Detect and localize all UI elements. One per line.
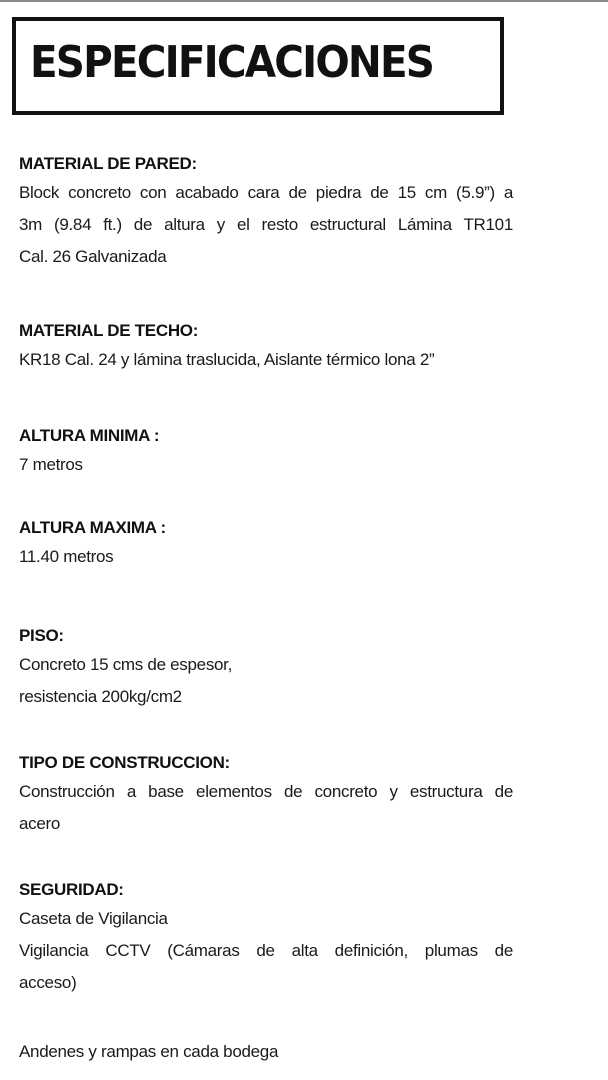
section-text-line: acero (19, 814, 61, 833)
section-material-techo (19, 318, 513, 376)
section-text-line: Block concreto con acabado cara de piedra de 15 cm (5.9”) a (19, 183, 513, 202)
section-text-line: 11.40 metros (19, 547, 114, 566)
section-text-line: 3m (9.84 ft.) de altura y el resto estructural Lámina TR101 (19, 215, 513, 234)
section-heading: MATERIAL DE TECHO: (19, 321, 199, 340)
section-seguridad (19, 877, 513, 999)
section-material-pared (19, 151, 513, 273)
section-altura-maxima (19, 515, 513, 573)
section-heading: TIPO DE CONSTRUCCION: (19, 753, 230, 772)
section-text-line: Caseta de Vigilancia (19, 909, 168, 928)
section-text-line: Construcción a base elementos de concreto y estructura de (19, 782, 513, 801)
footer-note (19, 1036, 513, 1068)
section-heading: ALTURA MINIMA : (19, 426, 160, 445)
section-tipo-construccion (19, 750, 513, 840)
section-text-line: Vigilancia CCTV (Cámaras de alta definición, plumas de (19, 941, 513, 960)
section-piso (19, 623, 513, 713)
section-heading: MATERIAL DE PARED: (19, 154, 197, 173)
section-text-line: Concreto 15 cms de espesor, (19, 655, 233, 674)
page-title: ESPECIFICACIONES (30, 37, 434, 88)
section-heading: ALTURA MAXIMA : (19, 518, 166, 537)
footer-text: Andenes y rampas en cada bodega (19, 1042, 279, 1061)
section-heading: PISO: (19, 626, 64, 645)
section-heading: SEGURIDAD: (19, 880, 124, 899)
section-text-line: KR18 Cal. 24 y lámina traslucida, Aislante térmico lona 2” (19, 350, 435, 369)
section-text-line: 7 metros (19, 455, 83, 474)
section-text-line: resistencia 200kg/cm2 (19, 687, 182, 706)
section-text-line: Cal. 26 Galvanizada (19, 247, 167, 266)
title-box (12, 17, 504, 115)
top-divider (0, 0, 608, 2)
section-altura-minima (19, 423, 513, 481)
section-text-line: acceso) (19, 973, 77, 992)
